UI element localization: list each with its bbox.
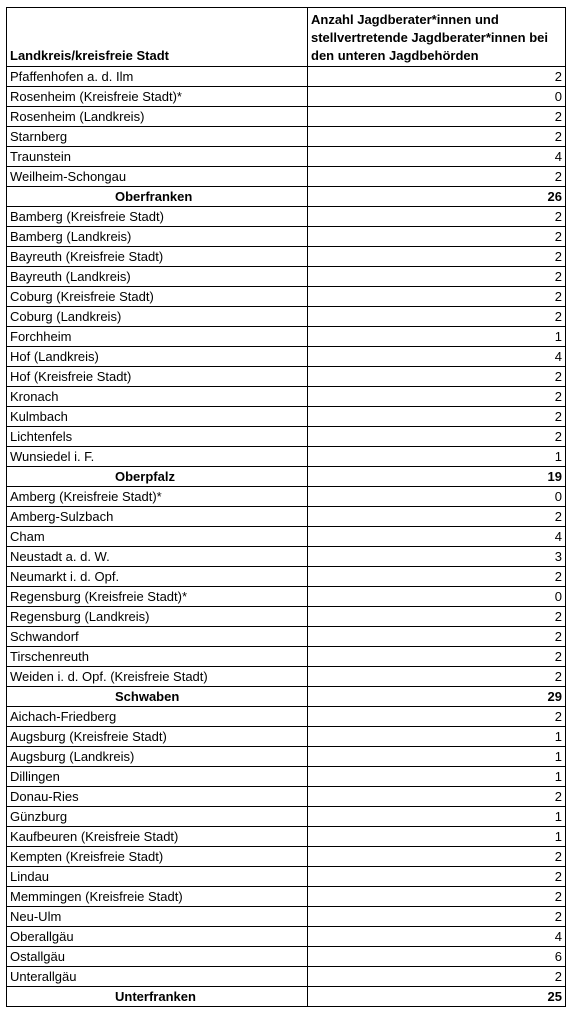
district-name: Ostallgäu [7, 947, 308, 967]
district-name: Kulmbach [7, 407, 308, 427]
advisor-count: 2 [308, 167, 566, 187]
table-row [7, 967, 566, 987]
district-name: Donau-Ries [7, 787, 308, 807]
district-name: Lindau [7, 867, 308, 887]
region-total: 19 [308, 467, 566, 487]
advisor-count: 2 [308, 567, 566, 587]
district-name: Coburg (Kreisfreie Stadt) [7, 287, 308, 307]
table-row [7, 947, 566, 967]
region-row [7, 987, 566, 1007]
district-name: Pfaffenhofen a. d. Ilm [7, 67, 308, 87]
advisor-count: 3 [308, 547, 566, 567]
table-row [7, 427, 566, 447]
advisor-count: 2 [308, 647, 566, 667]
table-row [7, 207, 566, 227]
region-name: Schwaben [7, 687, 308, 707]
table-row [7, 907, 566, 927]
district-name: Neustadt a. d. W. [7, 547, 308, 567]
advisor-count: 0 [308, 487, 566, 507]
table-row [7, 827, 566, 847]
jagdberater-table [6, 7, 566, 1007]
advisor-count: 2 [308, 207, 566, 227]
district-name: Dillingen [7, 767, 308, 787]
district-name: Kempten (Kreisfreie Stadt) [7, 847, 308, 867]
district-name: Regensburg (Landkreis) [7, 607, 308, 627]
advisor-count: 1 [308, 327, 566, 347]
table-body [7, 67, 566, 1007]
advisor-count: 1 [308, 447, 566, 467]
table-row [7, 547, 566, 567]
region-row [7, 467, 566, 487]
advisor-count: 1 [308, 827, 566, 847]
table-row [7, 247, 566, 267]
district-name: Wunsiedel i. F. [7, 447, 308, 467]
table-row [7, 67, 566, 87]
district-name: Weilheim-Schongau [7, 167, 308, 187]
advisor-count: 0 [308, 87, 566, 107]
advisor-count: 2 [308, 967, 566, 987]
district-name: Regensburg (Kreisfreie Stadt)* [7, 587, 308, 607]
table-row [7, 527, 566, 547]
advisor-count: 2 [308, 107, 566, 127]
advisor-count: 1 [308, 807, 566, 827]
table-row [7, 807, 566, 827]
advisor-count: 2 [308, 907, 566, 927]
district-name: Bamberg (Landkreis) [7, 227, 308, 247]
table-row [7, 407, 566, 427]
table-row [7, 307, 566, 327]
region-row [7, 687, 566, 707]
header-row [7, 8, 566, 67]
table-row [7, 347, 566, 367]
advisor-count: 4 [308, 927, 566, 947]
advisor-count: 2 [308, 367, 566, 387]
table-row [7, 147, 566, 167]
table-row [7, 887, 566, 907]
table-header [7, 8, 566, 67]
district-name: Cham [7, 527, 308, 547]
header-district: Landkreis/kreisfreie Stadt [7, 8, 308, 67]
advisor-count: 2 [308, 67, 566, 87]
table-row [7, 927, 566, 947]
table-row [7, 707, 566, 727]
advisor-count: 1 [308, 747, 566, 767]
table-row [7, 167, 566, 187]
region-name: Oberpfalz [7, 467, 308, 487]
table-row [7, 367, 566, 387]
table-row [7, 847, 566, 867]
table-row [7, 267, 566, 287]
region-total: 29 [308, 687, 566, 707]
district-name: Amberg (Kreisfreie Stadt)* [7, 487, 308, 507]
advisor-count: 4 [308, 527, 566, 547]
region-total: 25 [308, 987, 566, 1007]
advisor-count: 2 [308, 847, 566, 867]
advisor-count: 2 [308, 627, 566, 647]
advisor-count: 2 [308, 227, 566, 247]
advisor-count: 4 [308, 147, 566, 167]
district-name: Rosenheim (Landkreis) [7, 107, 308, 127]
table-row [7, 627, 566, 647]
advisor-count: 2 [308, 607, 566, 627]
table-row [7, 747, 566, 767]
district-name: Bayreuth (Landkreis) [7, 267, 308, 287]
table-row [7, 567, 566, 587]
district-name: Rosenheim (Kreisfreie Stadt)* [7, 87, 308, 107]
advisor-count: 2 [308, 307, 566, 327]
table-row [7, 387, 566, 407]
advisor-count: 2 [308, 247, 566, 267]
district-name: Tirschenreuth [7, 647, 308, 667]
district-name: Amberg-Sulzbach [7, 507, 308, 527]
table-row [7, 107, 566, 127]
advisor-count: 6 [308, 947, 566, 967]
table-row [7, 867, 566, 887]
district-name: Schwandorf [7, 627, 308, 647]
table-row [7, 767, 566, 787]
region-name: Oberfranken [7, 187, 308, 207]
district-name: Lichtenfels [7, 427, 308, 447]
advisor-count: 2 [308, 267, 566, 287]
district-name: Neu-Ulm [7, 907, 308, 927]
district-name: Augsburg (Landkreis) [7, 747, 308, 767]
advisor-count: 2 [308, 787, 566, 807]
district-name: Oberallgäu [7, 927, 308, 947]
district-name: Starnberg [7, 127, 308, 147]
advisor-count: 2 [308, 127, 566, 147]
district-name: Traunstein [7, 147, 308, 167]
table-row [7, 447, 566, 467]
table-row [7, 647, 566, 667]
district-name: Hof (Landkreis) [7, 347, 308, 367]
region-name: Unterfranken [7, 987, 308, 1007]
district-name: Weiden i. d. Opf. (Kreisfreie Stadt) [7, 667, 308, 687]
advisor-count: 4 [308, 347, 566, 367]
table-row [7, 287, 566, 307]
table-row [7, 327, 566, 347]
table-row [7, 727, 566, 747]
district-name: Bamberg (Kreisfreie Stadt) [7, 207, 308, 227]
district-name: Aichach-Friedberg [7, 707, 308, 727]
region-row [7, 187, 566, 207]
advisor-count: 2 [308, 427, 566, 447]
district-name: Kaufbeuren (Kreisfreie Stadt) [7, 827, 308, 847]
district-name: Günzburg [7, 807, 308, 827]
advisor-count: 1 [308, 767, 566, 787]
table-row [7, 507, 566, 527]
region-total: 26 [308, 187, 566, 207]
district-name: Kronach [7, 387, 308, 407]
district-name: Neumarkt i. d. Opf. [7, 567, 308, 587]
district-name: Augsburg (Kreisfreie Stadt) [7, 727, 308, 747]
advisor-count: 2 [308, 407, 566, 427]
table-row [7, 87, 566, 107]
table-row [7, 227, 566, 247]
table-row [7, 487, 566, 507]
advisor-count: 2 [308, 667, 566, 687]
district-name: Unterallgäu [7, 967, 308, 987]
advisor-count: 2 [308, 707, 566, 727]
advisor-count: 2 [308, 867, 566, 887]
advisor-count: 2 [308, 507, 566, 527]
district-name: Memmingen (Kreisfreie Stadt) [7, 887, 308, 907]
district-name: Bayreuth (Kreisfreie Stadt) [7, 247, 308, 267]
table-row [7, 607, 566, 627]
advisor-count: 1 [308, 727, 566, 747]
header-count: Anzahl Jagdberater*innen und stellvertretende Jagdberater*innen bei den unteren Jagdbehörden [308, 8, 566, 67]
table-row [7, 787, 566, 807]
advisor-count: 2 [308, 387, 566, 407]
advisor-count: 0 [308, 587, 566, 607]
district-name: Forchheim [7, 327, 308, 347]
advisor-count: 2 [308, 887, 566, 907]
table-row [7, 127, 566, 147]
district-name: Coburg (Landkreis) [7, 307, 308, 327]
advisor-count: 2 [308, 287, 566, 307]
table-row [7, 667, 566, 687]
district-name: Hof (Kreisfreie Stadt) [7, 367, 308, 387]
table-row [7, 587, 566, 607]
